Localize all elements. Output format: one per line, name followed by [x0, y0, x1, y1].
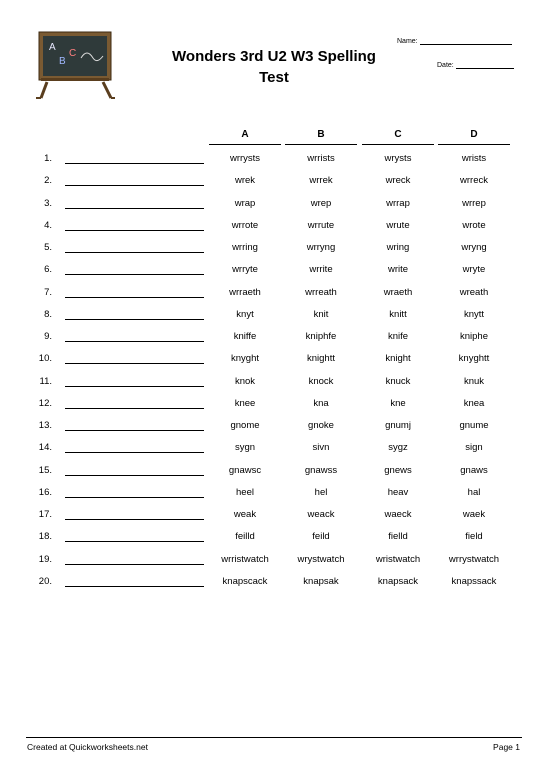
- question-number: 3.: [44, 197, 52, 209]
- option-a: knee: [234, 397, 256, 409]
- option-b: wrep: [310, 197, 332, 209]
- option-b: wrrek: [309, 175, 333, 187]
- option-c: knitt: [389, 308, 407, 320]
- option-d: waek: [462, 509, 486, 520]
- option-d: wrreck: [460, 175, 488, 187]
- option-d: knapssack: [451, 575, 497, 587]
- option-b: hel: [314, 486, 328, 498]
- option-d: wreath: [459, 286, 489, 298]
- option-d: knytt: [463, 308, 485, 320]
- column-rule-a: [209, 144, 281, 145]
- option-b: wrrute: [307, 219, 335, 231]
- question-number: 12.: [38, 397, 52, 409]
- name-field: [397, 38, 512, 45]
- option-d: hal: [467, 486, 481, 498]
- option-c: kne: [390, 397, 406, 409]
- question-number: 19.: [38, 553, 52, 565]
- question-row: [0, 287, 548, 309]
- option-a: gnome: [230, 420, 260, 431]
- question-row: [0, 509, 548, 531]
- column-rule-d: [438, 144, 510, 145]
- option-d: wrote: [462, 219, 486, 231]
- date-line: [456, 68, 514, 69]
- option-c: wreck: [385, 175, 411, 187]
- question-row: [0, 153, 548, 175]
- option-c: knuck: [385, 375, 411, 387]
- option-c: wrysts: [384, 153, 412, 164]
- date-field: [437, 62, 514, 69]
- option-d: wryng: [461, 242, 487, 253]
- question-row: [0, 420, 548, 442]
- question-row: [0, 264, 548, 286]
- name-line: [420, 44, 512, 45]
- option-d: wrrep: [462, 197, 486, 209]
- question-number: 8.: [44, 308, 52, 320]
- option-b: gnawss: [304, 464, 338, 476]
- option-c: waeck: [384, 509, 412, 520]
- question-number: 20.: [38, 575, 52, 587]
- option-c: fielld: [388, 531, 408, 543]
- answer-line[interactable]: [65, 252, 204, 253]
- question-number: 4.: [44, 219, 52, 231]
- answer-line[interactable]: [65, 163, 204, 164]
- option-c: wrrap: [386, 197, 410, 209]
- option-d: wryte: [462, 264, 486, 276]
- question-number: 7.: [44, 286, 52, 298]
- question-row: [0, 376, 548, 398]
- option-a: wrrysts: [229, 153, 261, 164]
- option-b: wrystwatch: [297, 553, 345, 565]
- option-c: knight: [385, 353, 411, 365]
- column-header-c: C: [394, 129, 402, 140]
- option-c: heav: [387, 486, 409, 498]
- question-number: 11.: [39, 375, 52, 387]
- option-b: gnoke: [308, 420, 334, 431]
- option-a: wrring: [232, 242, 258, 253]
- option-d: knea: [463, 397, 485, 409]
- question-row: [0, 398, 548, 420]
- option-d: kniphe: [460, 331, 488, 342]
- option-a: wrap: [234, 197, 256, 209]
- option-b: knit: [313, 308, 329, 320]
- option-b: knock: [308, 375, 334, 387]
- option-b: knapsak: [303, 575, 339, 587]
- option-c: gnews: [384, 464, 412, 476]
- date-label: Date:: [437, 62, 454, 69]
- answer-line[interactable]: [65, 541, 204, 542]
- option-b: feild: [312, 531, 330, 543]
- question-number: 1.: [44, 153, 52, 164]
- question-number: 15.: [38, 464, 52, 476]
- option-a: wrrote: [231, 219, 259, 231]
- question-number: 18.: [38, 531, 52, 543]
- column-header-b: B: [317, 129, 325, 140]
- option-a: knapscack: [222, 575, 268, 587]
- question-row: [0, 531, 548, 553]
- answer-line[interactable]: [65, 452, 204, 453]
- option-a: gnawsc: [228, 464, 262, 476]
- option-b: wrrite: [309, 264, 333, 276]
- answer-line[interactable]: [65, 430, 204, 431]
- question-number: 6.: [44, 264, 52, 276]
- answer-line[interactable]: [65, 475, 204, 476]
- option-b: wrryng: [306, 242, 336, 253]
- question-row: [0, 576, 548, 598]
- question-row: [0, 198, 548, 220]
- chalk-letter-c: C: [69, 48, 77, 59]
- option-d: sign: [465, 442, 483, 454]
- question-row: [0, 242, 548, 264]
- answer-line[interactable]: [65, 564, 204, 565]
- question-row: [0, 309, 548, 331]
- column-header-d: D: [470, 129, 478, 140]
- question-row: [0, 353, 548, 375]
- option-c: wristwatch: [375, 553, 421, 565]
- question-row: [0, 487, 548, 509]
- answer-line[interactable]: [65, 497, 204, 498]
- option-b: wrreath: [305, 286, 337, 298]
- answer-line[interactable]: [65, 319, 204, 320]
- question-row: [0, 554, 548, 576]
- answer-line[interactable]: [65, 297, 204, 298]
- chalk-letter-a: A: [49, 42, 56, 53]
- column-rule-b: [285, 144, 357, 145]
- footer-credit: Created at Quickworksheets.net: [27, 742, 148, 752]
- option-a: knyt: [236, 308, 254, 320]
- option-b: knightt: [307, 353, 335, 365]
- option-a: wrristwatch: [221, 553, 269, 565]
- answer-line[interactable]: [65, 363, 204, 364]
- column-rule-c: [362, 144, 434, 145]
- option-a: feilld: [235, 531, 255, 543]
- worksheet-title: [160, 46, 388, 88]
- option-b: sivn: [312, 442, 330, 454]
- answer-line[interactable]: [65, 341, 204, 342]
- option-c: write: [387, 264, 409, 276]
- question-row: [0, 175, 548, 197]
- question-number: 10.: [38, 353, 52, 365]
- option-a: sygn: [234, 442, 256, 454]
- answer-line[interactable]: [65, 408, 204, 409]
- title-line-2: Test: [259, 69, 289, 86]
- answer-line[interactable]: [65, 386, 204, 387]
- chalkboard-icon: [33, 28, 117, 100]
- option-a: kniffe: [233, 331, 257, 342]
- option-a: wrryte: [232, 264, 258, 276]
- answer-line[interactable]: [65, 519, 204, 520]
- option-d: wrists: [461, 153, 487, 164]
- column-header-a: A: [241, 129, 249, 140]
- question-number: 16.: [38, 486, 52, 498]
- option-d: gnaws: [460, 464, 488, 476]
- question-row: [0, 465, 548, 487]
- option-c: knapsack: [377, 575, 419, 587]
- option-b: wrrists: [307, 153, 335, 164]
- answer-line[interactable]: [65, 274, 204, 275]
- option-c: wring: [386, 242, 410, 253]
- option-a: knyght: [231, 353, 259, 365]
- footer-rule: [26, 737, 522, 738]
- option-d: knuk: [463, 375, 485, 387]
- option-d: knyghtt: [458, 353, 490, 365]
- option-d: wrrystwatch: [448, 553, 500, 565]
- option-c: wrute: [386, 219, 410, 231]
- option-a: weak: [233, 509, 257, 520]
- option-b: weack: [307, 509, 335, 520]
- name-label: Name:: [397, 38, 418, 45]
- option-a: wrek: [234, 175, 256, 187]
- answer-line[interactable]: [65, 586, 204, 587]
- option-c: gnumj: [385, 420, 411, 431]
- question-number: 14.: [38, 442, 52, 454]
- option-c: sygz: [388, 442, 408, 454]
- question-number: 9.: [44, 331, 52, 342]
- option-d: gnume: [459, 420, 489, 431]
- answer-line[interactable]: [65, 208, 204, 209]
- question-number: 17.: [38, 509, 52, 520]
- option-a: knok: [234, 375, 256, 387]
- question-row: [0, 442, 548, 464]
- option-b: kna: [313, 397, 329, 409]
- answer-line[interactable]: [65, 230, 204, 231]
- question-number: 5.: [44, 242, 52, 253]
- question-row: [0, 331, 548, 353]
- option-a: heel: [236, 486, 254, 498]
- option-b: kniphfe: [305, 331, 337, 342]
- option-a: wrraeth: [229, 286, 261, 298]
- title-line-1: Wonders 3rd U2 W3 Spelling: [172, 48, 376, 65]
- option-d: field: [465, 531, 483, 543]
- option-c: wraeth: [383, 286, 413, 298]
- chalk-letter-b: B: [59, 56, 66, 67]
- option-c: knife: [387, 331, 409, 342]
- question-row: [0, 220, 548, 242]
- footer-page-number: Page 1: [493, 742, 520, 752]
- answer-line[interactable]: [65, 185, 204, 186]
- question-number: 13.: [38, 420, 52, 431]
- question-number: 2.: [44, 175, 52, 187]
